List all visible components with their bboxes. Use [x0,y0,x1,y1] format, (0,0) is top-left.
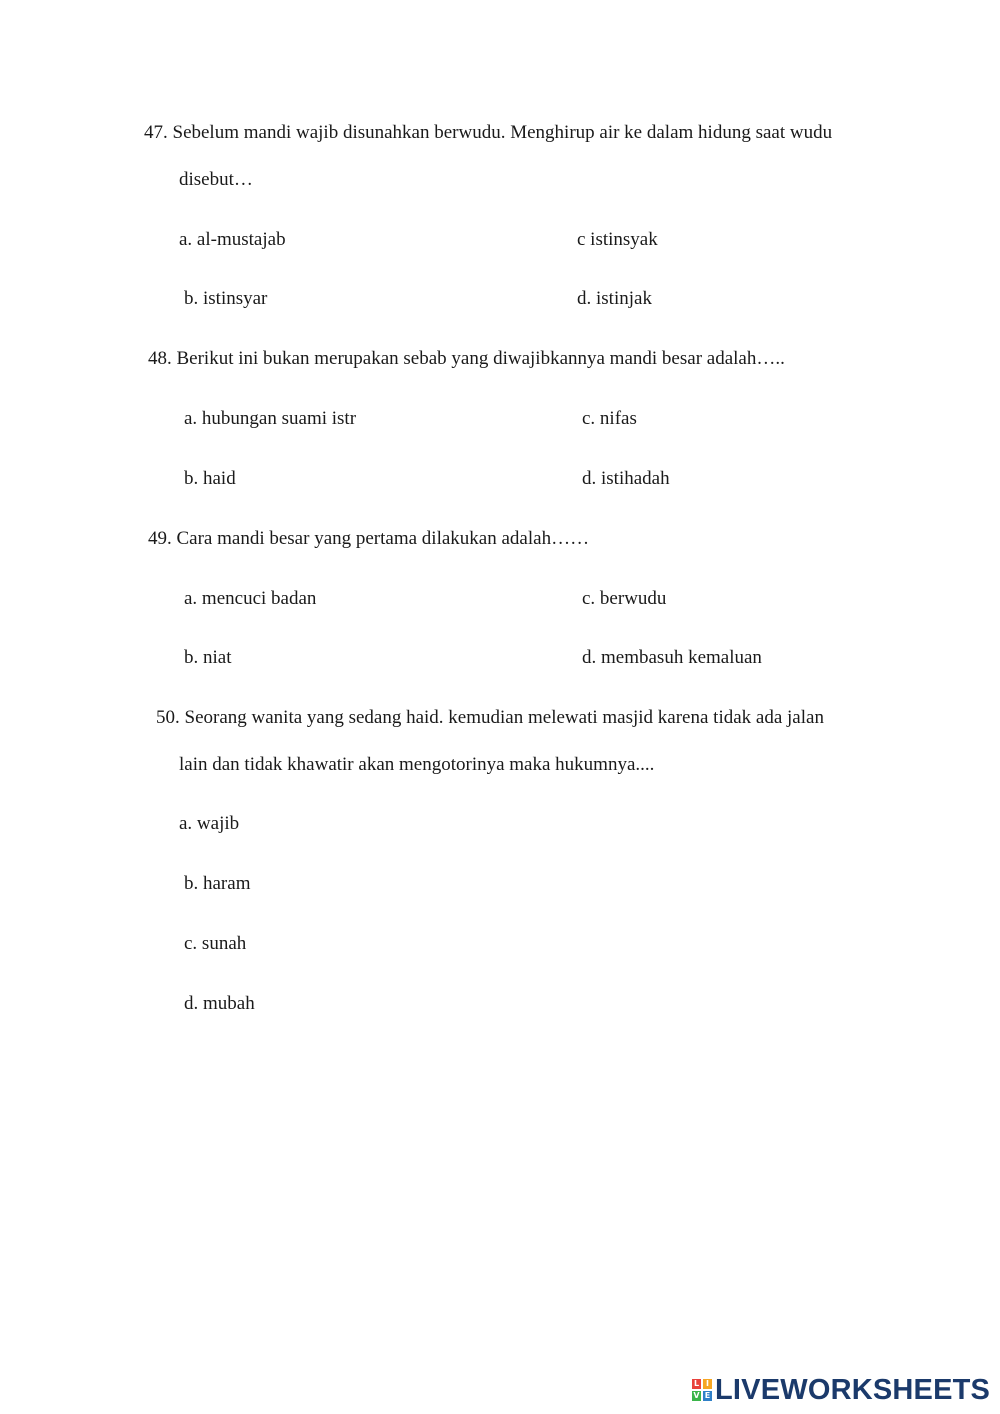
question-49-option-c: c. berwudu [582,588,667,609]
question-50-option-b: b. haram [184,873,251,894]
question-50-stem-line2: lain dan tidak khawatir akan mengotorinya maka hukumnya.... [179,754,655,775]
question-47-stem-line2: disebut… [179,169,253,190]
question-49-option-a: a. mencuci badan [184,588,317,609]
mark-letter-l: L [693,1379,700,1388]
question-47-option-d: d. istinjak [577,288,652,309]
liveworksheets-logo [692,1374,990,1406]
question-47-option-a: a. al-mustajab [179,229,286,250]
question-48-option-d: d. istihadah [582,468,670,489]
question-49-option-d: d. membasuh kemaluan [582,647,762,668]
liveworksheets-mark-icon [692,1379,712,1401]
question-47-stem-line1: 47. Sebelum mandi wajib disunahkan berwudu. Menghirup air ke dalam hidung saat wudu [144,122,833,143]
question-50-stem-line1: 50. Seorang wanita yang sedang haid. kemudian melewati masjid karena tidak ada jalan [156,707,824,728]
liveworksheets-wordmark: LIVEWORKSHEETS [715,1374,991,1406]
question-49-option-b: b. niat [184,647,232,668]
mark-letter-v: V [693,1391,700,1400]
question-50-option-d: d. mubah [184,993,255,1014]
question-50-option-c: c. sunah [184,933,247,954]
question-48-stem: 48. Berikut ini bukan merupakan sebab yang diwajibkannya mandi besar adalah….. [148,348,785,369]
question-47-option-c: c istinsyak [577,229,658,250]
question-48-option-a: a. hubungan suami istr [184,408,357,429]
question-48-option-b: b. haid [184,468,236,489]
question-50-option-a: a. wajib [179,813,240,834]
mark-letter-i: I [703,1379,712,1389]
mark-letter-e: E [704,1391,711,1400]
question-47-option-b: b. istinsyar [184,288,268,309]
question-48-option-c: c. nifas [582,408,637,429]
question-49-stem: 49. Cara mandi besar yang pertama dilakukan adalah…… [148,528,590,549]
